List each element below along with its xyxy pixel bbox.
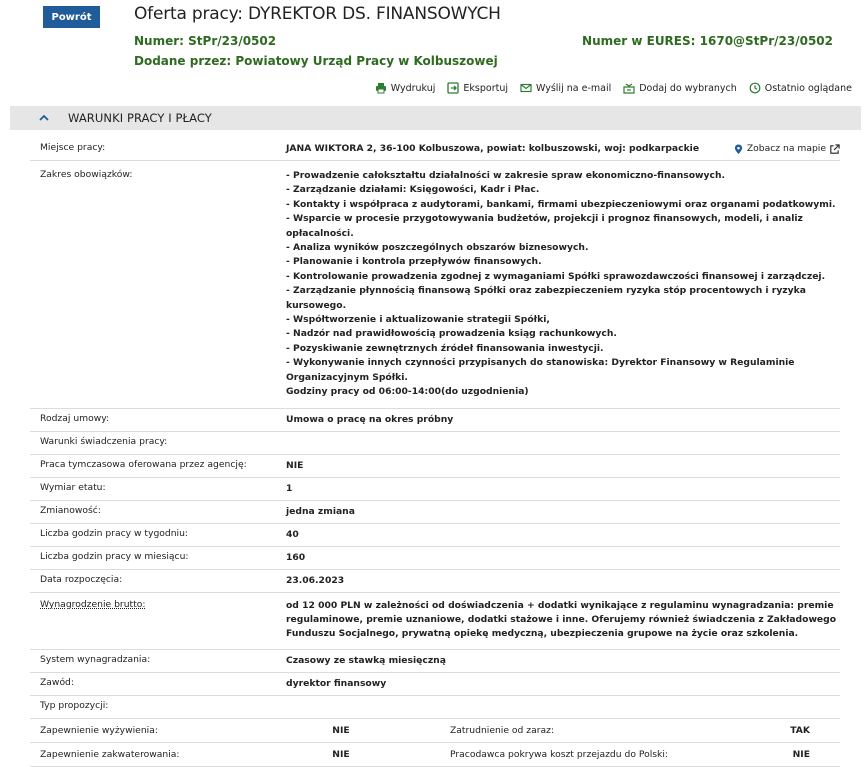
add-to-favorites-button[interactable] bbox=[623, 82, 737, 94]
chevron-up-icon bbox=[38, 112, 50, 124]
duty-item: Godziny pracy od 06:00-14:00(do uzgodnienia) bbox=[286, 386, 529, 398]
duty-item: - Zarządzanie działami: Księgowości, Kadr i Płac. bbox=[286, 184, 540, 196]
printer-icon bbox=[375, 82, 387, 94]
external-link-icon bbox=[829, 144, 840, 155]
salary-label[interactable]: Wynagrodzenie brutto: bbox=[40, 598, 146, 610]
pair-right bbox=[435, 725, 840, 736]
table-row bbox=[30, 432, 840, 455]
row-label: Pracodawca pokrywa koszt przejazdu do Polski: bbox=[450, 748, 669, 760]
table-row bbox=[30, 455, 840, 478]
print-button[interactable] bbox=[375, 82, 436, 94]
eures-number-label: Numer w EURES: bbox=[582, 34, 696, 48]
table-row bbox=[30, 547, 840, 570]
duty-item: - Kontrolowanie prowadzenia zgodnej z wymaganiami Spółki sprawozdawczości finansowej i zarządczej. bbox=[286, 270, 826, 282]
row-value: NIE bbox=[332, 724, 350, 736]
row-label: Praca tymczasowa oferowana przez agencję: bbox=[40, 458, 247, 470]
duty-item: - Pozyskiwanie zewnętrznych źródeł finansowania inwestycji. bbox=[286, 342, 604, 354]
recently-viewed-button[interactable] bbox=[749, 82, 852, 94]
pair-right bbox=[435, 749, 840, 760]
duty-item: - Kontakty i współpraca z audytorami, bankami, firmami ubezpieczeniowymi oraz organami podatkowymi. bbox=[286, 198, 836, 210]
email-label: Wyślij na e-mail bbox=[536, 82, 612, 94]
show-on-map-link[interactable] bbox=[733, 142, 840, 156]
eures-number-value: 1670@StPr/23/0502 bbox=[699, 34, 833, 48]
offer-number-label: Numer: bbox=[134, 34, 184, 48]
row-label: Zapewnienie zakwaterowania: bbox=[40, 748, 180, 760]
added-by-label: Dodane przez: bbox=[134, 54, 232, 68]
duty-item: - Prowadzenie całokształtu działalności w zakresie spraw ekonomiczno-finansowych. bbox=[286, 170, 726, 181]
duty-item: - Wsparcie w procesie przygotowywania budżetów, projekcji i prognoz finansowych, modeli, i analiz opłacalności. bbox=[286, 213, 803, 239]
duty-item: - Zarządzanie płynnością finansową Spółki oraz zabezpieczeniem ryzyka stóp procentowych i ryzyka kursowego. bbox=[286, 285, 806, 311]
row-label: Typ propozycji: bbox=[40, 699, 109, 711]
table-row bbox=[30, 696, 840, 719]
duty-item: - Wykonywanie innych czynności przypisanych do stanowiska: Dyrektor Finansowy w Regulaminie Organizacyjnym Spółki. bbox=[286, 357, 795, 383]
row-label: Data rozpoczęcia: bbox=[40, 573, 123, 585]
row-value: 40 bbox=[286, 528, 299, 540]
show-on-map-label: Zobacz na mapie bbox=[746, 142, 826, 154]
export-label: Eksportuj bbox=[463, 82, 508, 94]
section-title: WARUNKI PRACY I PŁACY bbox=[68, 111, 212, 125]
duty-item: - Analiza wyników poszczególnych obszarów biznesowych. bbox=[286, 242, 589, 254]
table-row bbox=[30, 673, 840, 696]
row-value bbox=[286, 138, 840, 160]
row-value: 23.06.2023 bbox=[286, 574, 345, 586]
row-label: Liczba godzin pracy w tygodniu: bbox=[40, 527, 189, 539]
row-label: Zawód: bbox=[40, 676, 74, 688]
table-row bbox=[30, 478, 840, 501]
duty-item: - Planowanie i kontrola przepływów finansowych. bbox=[286, 256, 542, 268]
table-row bbox=[30, 593, 840, 650]
row-value: Umowa o pracę na okres próbny bbox=[286, 413, 454, 425]
location-value: JANA WIKTORA 2, 36-100 Kolbuszowa, powiat: kolbuszowski, woj: podkarpackie bbox=[286, 143, 700, 154]
row-value: Czasowy ze stawką miesięczną bbox=[286, 654, 446, 666]
row-label: Zakres obowiązków: bbox=[40, 169, 133, 180]
section-header-work-conditions[interactable] bbox=[10, 106, 861, 130]
row-label: Miejsce pracy: bbox=[40, 142, 106, 153]
row-value: NIE bbox=[286, 459, 304, 471]
row-label bbox=[30, 595, 286, 646]
export-button[interactable] bbox=[447, 82, 508, 94]
row-value: TAK bbox=[790, 724, 810, 736]
details-table bbox=[30, 138, 840, 767]
table-row bbox=[30, 524, 840, 547]
added-by-value: Powiatowy Urząd Pracy w Kolbuszowej bbox=[235, 54, 498, 68]
map-pin-icon bbox=[733, 144, 744, 155]
recently-viewed-label: Ostatnio oglądane bbox=[764, 82, 852, 94]
table-row bbox=[30, 650, 840, 673]
email-button[interactable] bbox=[520, 82, 611, 94]
table-row bbox=[30, 501, 840, 524]
duty-item: - Współtworzenie i aktualizowanie strategii Spółki, bbox=[286, 314, 550, 326]
row-value: NIE bbox=[332, 748, 350, 760]
added-by bbox=[134, 54, 498, 68]
row-label: System wynagradzania: bbox=[40, 653, 151, 665]
pair-left bbox=[30, 749, 435, 760]
row-value: NIE bbox=[792, 748, 810, 760]
action-toolbar bbox=[363, 82, 852, 94]
row-value: dyrektor finansowy bbox=[286, 677, 387, 689]
offer-number bbox=[134, 34, 276, 48]
salary-value: od 12 000 PLN w zależności od doświadczenia + dodatki wynikające z regulaminu wynagradzania: premie regulaminowe, premie uznaniowe, dodatki stażowe i inne. Oferujemy również świadczenia z Zakładowego Funduszu Socjalnego, prywatną opiekę medyczną, ubezpieczenia grupowe na życie oraz szkolenia. bbox=[286, 599, 837, 640]
add-to-favorites-label: Dodaj do wybranych bbox=[639, 82, 737, 94]
pair-left bbox=[30, 725, 435, 736]
envelope-icon bbox=[520, 82, 532, 94]
row-value: 1 bbox=[286, 482, 293, 494]
row-label: Zapewnienie wyżywienia: bbox=[40, 724, 158, 736]
table-row bbox=[30, 138, 840, 161]
table-row bbox=[30, 409, 840, 432]
table-row bbox=[30, 570, 840, 593]
row-label: Wymiar etatu: bbox=[40, 481, 106, 493]
row-value: jedna zmiana bbox=[286, 505, 355, 517]
back-button[interactable]: Powrót bbox=[43, 6, 100, 28]
duty-item: - Nadzór nad prawidłowością prowadzenia ksiąg rachunkowych. bbox=[286, 328, 617, 340]
print-label: Wydrukuj bbox=[390, 82, 436, 94]
row-label: Rodzaj umowy: bbox=[40, 412, 110, 424]
table-row bbox=[30, 161, 840, 409]
duties-list bbox=[286, 165, 840, 404]
export-icon bbox=[447, 82, 459, 94]
row-value bbox=[286, 696, 840, 718]
add-favorite-icon bbox=[623, 82, 635, 94]
table-row-pair bbox=[30, 743, 840, 767]
row-value bbox=[286, 432, 840, 454]
row-label: Zmianowość: bbox=[40, 504, 101, 516]
row-label: Warunki świadczenia pracy: bbox=[40, 435, 168, 447]
page-title: Oferta pracy: DYREKTOR DS. FINANSOWYCH bbox=[134, 4, 501, 24]
eures-number bbox=[582, 34, 833, 48]
row-value: 160 bbox=[286, 551, 306, 563]
offer-number-value: StPr/23/0502 bbox=[188, 34, 277, 48]
table-row-pair bbox=[30, 719, 840, 743]
row-label: Zatrudnienie od zaraz: bbox=[450, 724, 555, 736]
row-label: Liczba godzin pracy w miesiącu: bbox=[40, 550, 189, 562]
clock-icon bbox=[749, 82, 761, 94]
